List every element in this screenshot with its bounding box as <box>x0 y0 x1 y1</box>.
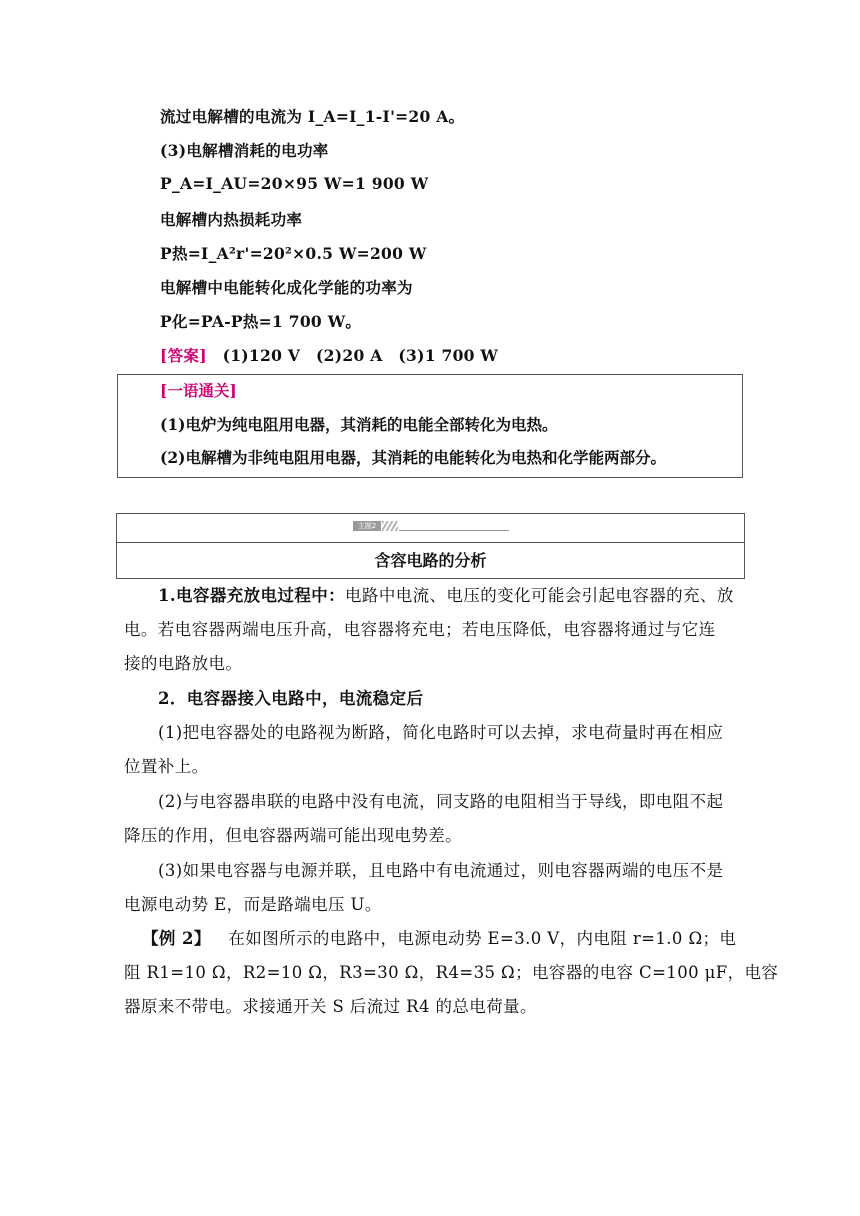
para1-lead: 1.电容器充放电过程中： <box>158 586 346 605</box>
para4-line2: 降压的作用，但电容器两端可能出现电势差。 <box>124 826 462 845</box>
formula-current: I_A=I_1-I'=20 A。 <box>307 107 465 126</box>
para1-line3: 接的电路放电。 <box>124 654 243 673</box>
para1-line2: 电。若电容器两端电压升高，电容器将充电；若电压降低，电容器将通过与它连 <box>124 620 716 639</box>
formula-chemical-power: P化=PA-P热=1 700 W。 <box>160 312 362 331</box>
topic-badge: 主题2 <box>353 521 381 531</box>
answer-values: (1)120 V (2)20 A (3)1 700 W <box>222 346 499 365</box>
solution-step3-heading: (3)电解槽消耗的电功率 <box>160 141 329 160</box>
solution-chemical-heading: 电解槽中电能转化成化学能的功率为 <box>160 278 413 297</box>
topic-stripes-decoration <box>382 521 398 531</box>
para4-line1: (2)与电容器串联的电路中没有电流，同支路的电阻相当于导线，即电阻不起 <box>158 792 724 811</box>
topic-divider <box>117 542 744 543</box>
summary-tag: [一语通关] <box>160 381 237 400</box>
formula-heat-power: P热=I_A²r'=20²×0.5 W=200 W <box>160 244 427 263</box>
para1-line1: 1.电容器充放电过程中：电路中电流、电压的变化可能会引起电容器的充、放 <box>158 586 734 605</box>
summary-box <box>117 374 743 478</box>
solution-heat-loss-heading: 电解槽内热损耗功率 <box>160 210 303 229</box>
topic-rule-decoration <box>399 530 509 531</box>
para2-heading: 2．电容器接入电路中，电流稳定后 <box>158 689 424 708</box>
example2-line2: 阻 R1=10 Ω，R2=10 Ω，R3=30 Ω，R4=35 Ω；电容器的电容 C=100 μF，电容 <box>124 963 779 982</box>
summary-line-1: (1)电炉为纯电阻用电器，其消耗的电能全部转化为电热。 <box>160 415 558 434</box>
para5-line2: 电源电动势 E，而是路端电压 U。 <box>124 895 382 914</box>
solution-line-current: 流过电解槽的电流为 I_A=I_1-I'=20 A。 <box>160 107 465 126</box>
para3-line1: (1)把电容器处的电路视为断路，简化电路时可以去掉，求电荷量时再在相应 <box>158 723 724 742</box>
example2-line1: 【例 2】 在如图所示的电路中，电源电动势 E=3.0 V，内电阻 r=1.0 Ω；电 <box>142 929 737 948</box>
example2-line3: 器原来不带电。求接通开关 S 后流过 R4 的总电荷量。 <box>124 997 537 1016</box>
formula-power-consumed: P_A=I_AU=20×95 W=1 900 W <box>160 174 429 193</box>
topic-header-box <box>116 513 745 579</box>
example2-label: 【例 2】 <box>142 929 211 948</box>
para5-line1: (3)如果电容器与电源并联，且电路中有电流通过，则电容器两端的电压不是 <box>158 861 724 880</box>
answer-label: [答案] <box>160 346 207 365</box>
answer-line <box>160 344 498 366</box>
summary-line-2: (2)电解槽为非纯电阻用电器，其消耗的电能转化为电热和化学能两部分。 <box>160 448 666 467</box>
para3-line2: 位置补上。 <box>124 757 209 776</box>
topic-title: 含容电路的分析 <box>374 551 487 570</box>
